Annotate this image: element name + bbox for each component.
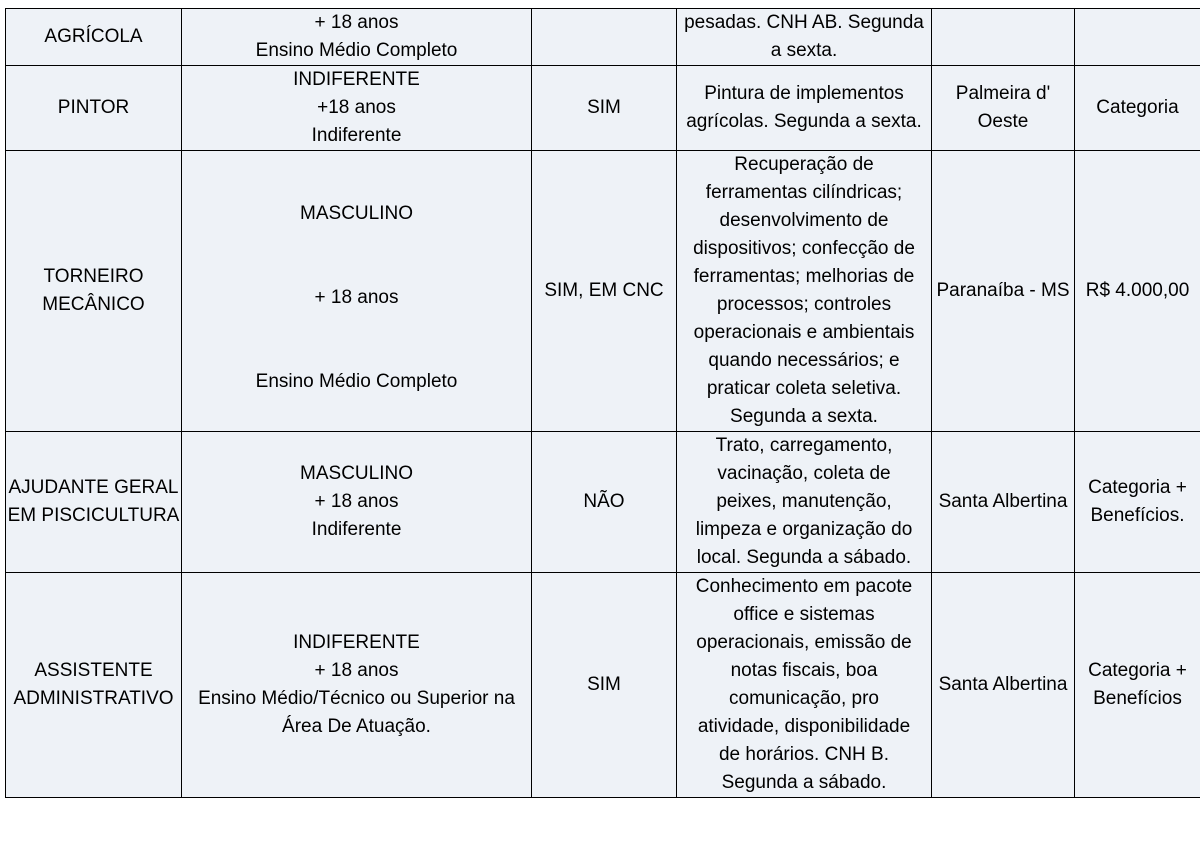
cell-requisitos [182,573,532,798]
cell-text: Categoria + [1088,477,1187,498]
cell-text: + 18 anos [314,287,399,308]
cell-text: Segunda a sábado. [721,772,887,793]
cell-text: SIM [587,97,621,118]
cell-text: Área De Atuação. [282,716,431,737]
cell-cargo [6,151,182,432]
cell-cargo [6,9,182,66]
cell-text: AJUDANTE GERAL [8,477,179,498]
cell-text: Ensino Médio Completo [255,371,458,392]
job-listings-table [5,8,1200,798]
cell-text: atividade, disponibilidade [697,716,911,737]
cell-text: office e sistemas [733,604,875,625]
cell-text: Categoria [1096,97,1179,118]
cell-text: PINTOR [57,97,130,118]
cell-text: + 18 anos [314,660,399,681]
cell-text: Benefícios. [1090,505,1185,526]
cell-requisitos [182,9,532,66]
cell-requisitos [182,432,532,573]
cell-salario [1075,573,1200,798]
cell-text: quando necessários; e [708,350,900,371]
cell-text: dispositivos; confecção de [693,238,915,259]
cell-requisitos [182,151,532,432]
cell-text: pesadas. CNH AB. Segunda [684,12,924,33]
cell-text: Oeste [977,111,1029,132]
cell-salario [1075,432,1200,573]
cell-text: processos; controles [716,294,892,315]
cell-descricao [677,66,932,151]
cell-text: Ensino Médio/Técnico ou Superior na [198,688,515,709]
table-row [6,66,1200,151]
cell-text: peixes, manutenção, [716,491,892,512]
cell-text: MASCULINO [300,203,413,224]
cell-text: +18 anos [317,97,396,118]
cell-cargo [6,66,182,151]
table-row [6,573,1200,798]
cell-text: MASCULINO [300,463,413,484]
cell-descricao [677,151,932,432]
cell-text: Categoria + [1088,660,1187,681]
cell-text: Benefícios [1093,688,1182,709]
cell-text: SIM, EM CNC [544,280,664,301]
cell-text: Palmeira d' [955,83,1051,104]
cell-experiencia [532,151,677,432]
cell-text: Indiferente [311,519,402,540]
cell-text: NÃO [583,491,625,512]
cell-experiencia [532,573,677,798]
cell-text: AGRÍCOLA [44,26,143,47]
cell-text: vacinação, coleta de [717,463,891,484]
cell-text: INDIFERENTE [293,69,420,90]
cell-text: Conhecimento em pacote [695,576,913,597]
cell-salario [1075,9,1200,66]
cell-experiencia [532,66,677,151]
cell-text: Santa Albertina [938,491,1068,512]
cell-text: Indiferente [311,125,402,146]
cell-text: notas fiscais, boa [730,660,878,681]
cell-text: de horários. CNH B. [718,744,889,765]
cell-text: ferramentas cilíndricas; [705,182,903,203]
cell-text: Pintura de implementos [704,83,904,104]
cell-text: EM PISCICULTURA [7,505,180,526]
cell-local [932,432,1075,573]
cell-requisitos [182,66,532,151]
cell-text: comunicação, pro [729,688,879,709]
cell-local [932,151,1075,432]
cell-text: + 18 anos [314,12,399,33]
cell-text: Trato, carregamento, [715,435,893,456]
cell-text: ferramentas; melhorias de [693,266,915,287]
cell-local [932,9,1075,66]
cell-text: Paranaíba - MS [936,280,1070,301]
cell-text: limpeza e organização do [695,519,913,540]
cell-cargo [6,432,182,573]
cell-text: Ensino Médio Completo [255,40,458,61]
cell-descricao [677,432,932,573]
cell-experiencia [532,432,677,573]
cell-text: INDIFERENTE [293,632,420,653]
cell-text: a sexta. [770,40,838,61]
cell-text: MECÂNICO [42,294,145,315]
cell-text: TORNEIRO [43,266,144,287]
cell-descricao [677,573,932,798]
spacer [183,312,530,340]
cell-text: + 18 anos [314,491,399,512]
cell-text: SIM [587,674,621,695]
job-listings-sheet [5,8,1200,798]
cell-text: agrícolas. Segunda a sexta. [686,111,922,132]
cell-cargo [6,573,182,798]
cell-text: ASSISTENTE [34,660,153,681]
table-row [6,432,1200,573]
spacer [183,228,530,256]
cell-text: ADMINISTRATIVO [13,688,174,709]
cell-local [932,573,1075,798]
cell-experiencia [532,9,677,66]
cell-text: praticar coleta seletiva. [706,378,902,399]
cell-salario [1075,66,1200,151]
cell-local [932,66,1075,151]
cell-descricao [677,9,932,66]
cell-text: Recuperação de [734,154,874,175]
cell-text: Segunda a sexta. [730,406,878,427]
cell-text: desenvolvimento de [719,210,889,231]
cell-text: local. Segunda a sábado. [696,547,912,568]
table-row [6,151,1200,432]
cell-text: R$ 4.000,00 [1085,280,1190,301]
cell-text: Santa Albertina [938,674,1068,695]
cell-text: operacionais e ambientais [693,322,915,343]
cell-text: operacionais, emissão de [696,632,912,653]
cell-salario [1075,151,1200,432]
table-row [6,9,1200,66]
